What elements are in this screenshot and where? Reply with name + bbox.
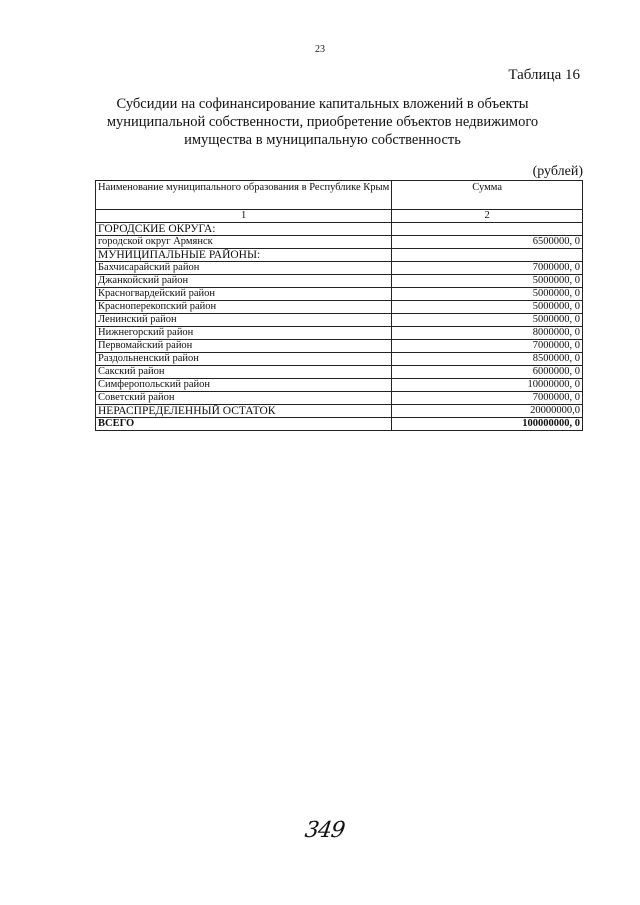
row-name: НЕРАСПРЕДЕЛЕННЫЙ ОСТАТОК — [96, 405, 392, 418]
table-row — [96, 379, 583, 392]
table-row — [96, 275, 583, 288]
row-name: Нижнегорский район — [96, 327, 392, 340]
total-label: ВСЕГО — [96, 418, 392, 431]
row-amount: 7000000, 0 — [392, 262, 583, 275]
table-row — [96, 366, 583, 379]
total-amount: 100000000, 0 — [392, 418, 583, 431]
row-name: Красноперекопский район — [96, 301, 392, 314]
row-name: Симферопольский район — [96, 379, 392, 392]
row-amount: 5000000, 0 — [392, 301, 583, 314]
table-row — [96, 262, 583, 275]
row-name: МУНИЦИПАЛЬНЫЕ РАЙОНЫ: — [96, 249, 392, 262]
row-amount: 5000000, 0 — [392, 314, 583, 327]
row-name: Советский район — [96, 392, 392, 405]
row-amount: 20000000,0 — [392, 405, 583, 418]
page-number: 23 — [315, 44, 325, 55]
header-name: Наименование муниципального образования в Республике Крым — [96, 181, 392, 210]
table-row — [96, 223, 583, 236]
row-name: городской округ Армянск — [96, 236, 392, 249]
table-row — [96, 340, 583, 353]
index-cell-1: 1 — [96, 210, 392, 223]
row-amount: 7000000, 0 — [392, 392, 583, 405]
row-amount: 8000000, 0 — [392, 327, 583, 340]
row-amount: 8500000, 0 — [392, 353, 583, 366]
table-label: Таблица 16 — [508, 67, 580, 83]
row-amount: 6500000, 0 — [392, 236, 583, 249]
table-row — [96, 249, 583, 262]
row-name: Сакский район — [96, 366, 392, 379]
row-amount: 5000000, 0 — [392, 288, 583, 301]
total-row — [96, 418, 583, 431]
table-row — [96, 314, 583, 327]
row-name: Джанкойский район — [96, 275, 392, 288]
table-row — [96, 405, 583, 418]
table-row — [96, 392, 583, 405]
row-name: Первомайский район — [96, 340, 392, 353]
table-row — [96, 236, 583, 249]
table-row — [96, 327, 583, 340]
row-name: Раздольненский район — [96, 353, 392, 366]
row-name: Бахчисарайский район — [96, 262, 392, 275]
row-amount — [392, 249, 583, 262]
row-name: Красногвардейский район — [96, 288, 392, 301]
index-row — [96, 210, 583, 223]
table-row — [96, 288, 583, 301]
table-header-row — [96, 181, 583, 210]
index-cell-2: 2 — [392, 210, 583, 223]
row-amount: 5000000, 0 — [392, 275, 583, 288]
row-name: Ленинский район — [96, 314, 392, 327]
row-amount — [392, 223, 583, 236]
row-amount: 7000000, 0 — [392, 340, 583, 353]
table-row — [96, 353, 583, 366]
table-row — [96, 301, 583, 314]
subsidies-table — [95, 180, 583, 431]
header-amount: Сумма — [392, 181, 583, 210]
document-title: Субсидии на софинансирование капитальных вложений в объекты муниципальной собственности, приобретение объектов недвижимого имущества в муниципальную собственность — [106, 96, 539, 148]
handwritten-page-number: 349 — [303, 818, 346, 843]
units-label: (рублей) — [532, 164, 583, 179]
row-amount: 10000000, 0 — [392, 379, 583, 392]
row-name: ГОРОДСКИЕ ОКРУГА: — [96, 223, 392, 236]
row-amount: 6000000, 0 — [392, 366, 583, 379]
